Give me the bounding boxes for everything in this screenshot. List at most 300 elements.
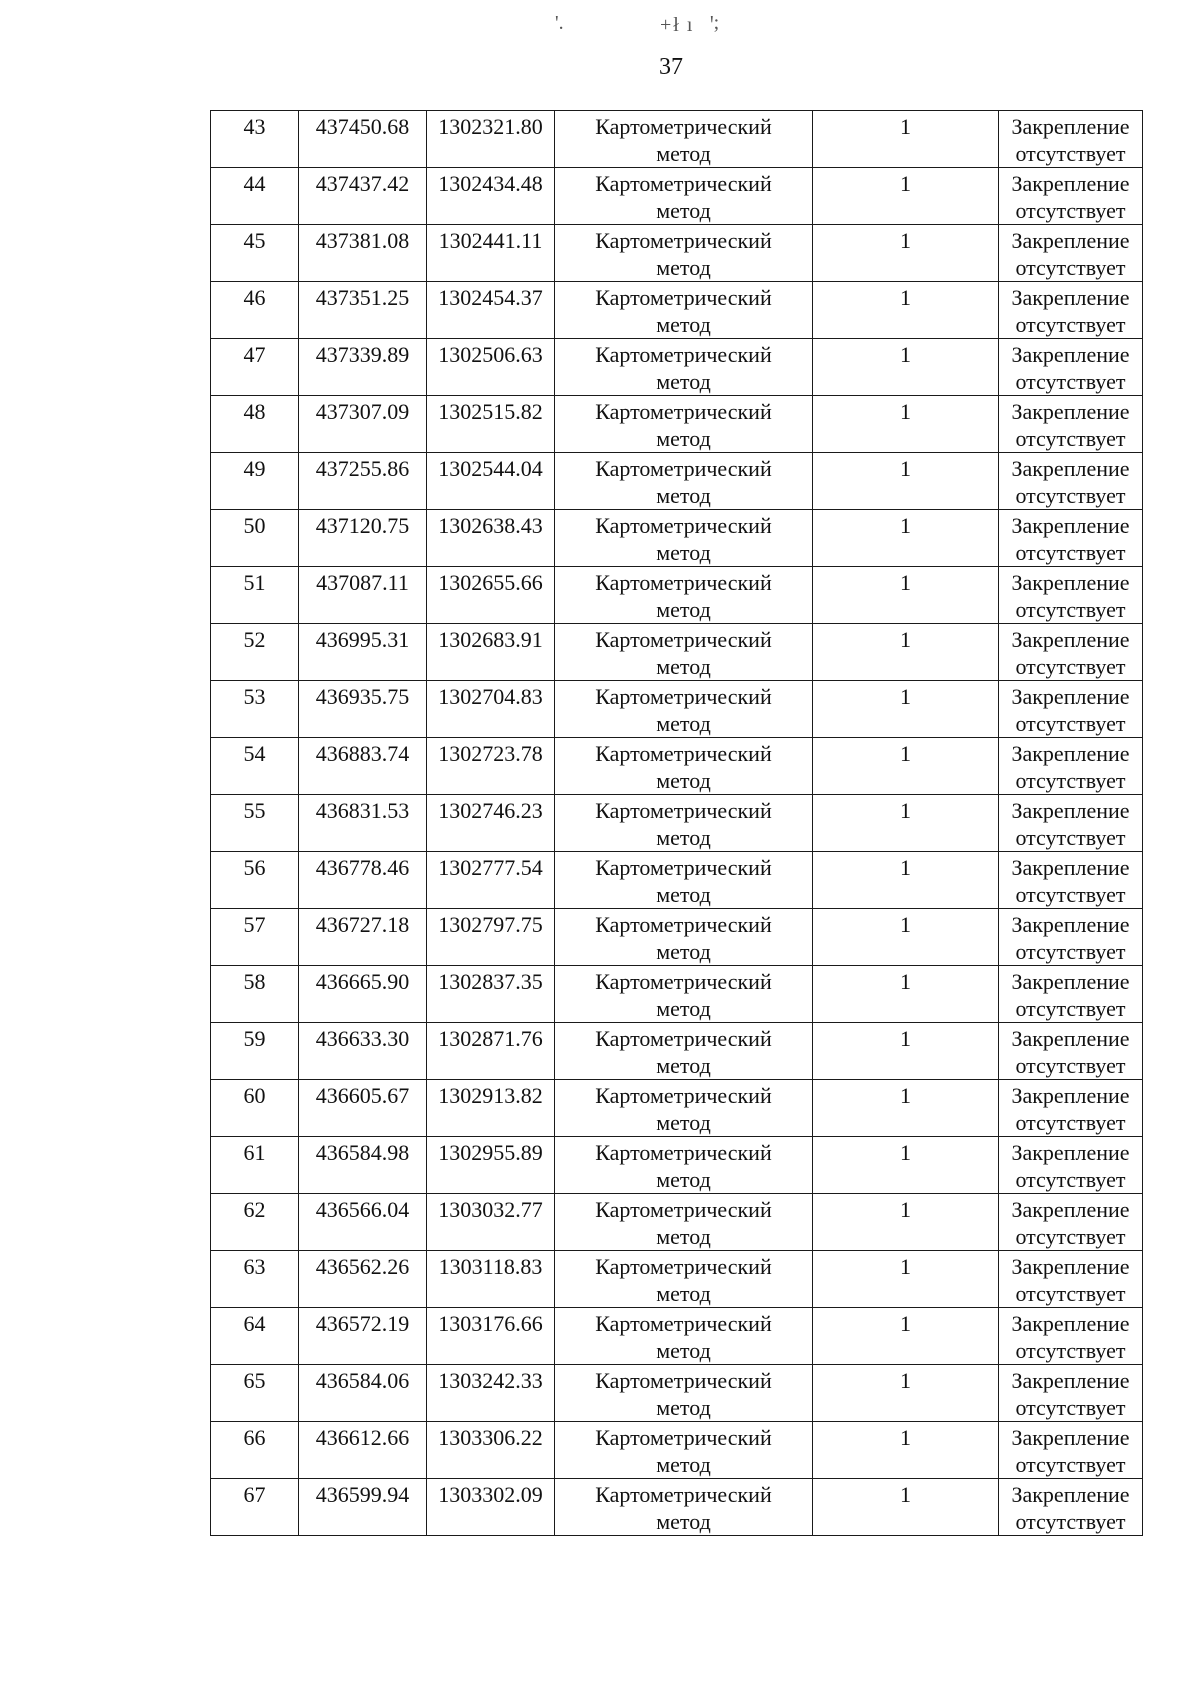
- point-number: 56: [243, 855, 266, 880]
- fixing-line: Закрепление: [1011, 228, 1130, 253]
- method-line: метод: [656, 1395, 711, 1420]
- y-coordinate: 1302955.89: [438, 1140, 543, 1165]
- point-number-cell: [211, 1194, 299, 1251]
- accuracy-cell: [813, 795, 999, 852]
- y-coordinate: 1302638.43: [438, 513, 543, 538]
- fixing-line: Закрепление: [1011, 570, 1130, 595]
- fixing-line: отсутствует: [1015, 1053, 1126, 1078]
- scan-mark: ꞌ;: [710, 12, 720, 34]
- x-coordinate-cell: [299, 624, 427, 681]
- y-coordinate-cell: [427, 1023, 555, 1080]
- table-row: [211, 1479, 1143, 1536]
- point-number: 48: [243, 399, 266, 424]
- method-line: Картометрический: [595, 570, 772, 595]
- y-coordinate-cell: [427, 1251, 555, 1308]
- method-cell: [555, 453, 813, 510]
- y-coordinate: 1302797.75: [438, 912, 543, 937]
- scan-marks: [555, 10, 725, 40]
- method-line: метод: [656, 1224, 711, 1249]
- fixing-line: Закрепление: [1011, 1482, 1130, 1507]
- point-number-cell: [211, 1479, 299, 1536]
- method-line: метод: [656, 996, 711, 1021]
- method-line: метод: [656, 1281, 711, 1306]
- y-coordinate: 1302913.82: [438, 1083, 543, 1108]
- x-coordinate-cell: [299, 339, 427, 396]
- accuracy-cell: [813, 738, 999, 795]
- accuracy-cell: [813, 1023, 999, 1080]
- fixing-line: Закрепление: [1011, 741, 1130, 766]
- point-number-cell: [211, 1137, 299, 1194]
- y-coordinate: 1303242.33: [438, 1368, 543, 1393]
- method-line: Картометрический: [595, 627, 772, 652]
- method-line: Картометрический: [595, 399, 772, 424]
- x-coordinate: 437087.11: [316, 570, 409, 595]
- fixing-cell: [999, 282, 1143, 339]
- accuracy-value: 1: [900, 1482, 911, 1507]
- accuracy-cell: [813, 966, 999, 1023]
- point-number: 47: [243, 342, 266, 367]
- fixing-cell: [999, 510, 1143, 567]
- fixing-line: отсутствует: [1015, 1452, 1126, 1477]
- method-cell: [555, 1422, 813, 1479]
- x-coordinate-cell: [299, 396, 427, 453]
- fixing-line: отсутствует: [1015, 198, 1126, 223]
- point-number: 50: [243, 513, 266, 538]
- page-number: 37: [659, 54, 683, 80]
- method-line: Картометрический: [595, 741, 772, 766]
- y-coordinate-cell: [427, 396, 555, 453]
- method-line: Картометрический: [595, 1140, 772, 1165]
- accuracy-cell: [813, 1422, 999, 1479]
- point-number-cell: [211, 1023, 299, 1080]
- fixing-line: Закрепление: [1011, 114, 1130, 139]
- accuracy-value: 1: [900, 285, 911, 310]
- accuracy-value: 1: [900, 570, 911, 595]
- y-coordinate: 1302434.48: [438, 171, 543, 196]
- accuracy-cell: [813, 852, 999, 909]
- point-number-cell: [211, 396, 299, 453]
- point-number-cell: [211, 453, 299, 510]
- y-coordinate-cell: [427, 453, 555, 510]
- point-number: 53: [243, 684, 266, 709]
- method-line: метод: [656, 939, 711, 964]
- fixing-line: Закрепление: [1011, 513, 1130, 538]
- x-coordinate-cell: [299, 966, 427, 1023]
- method-line: Картометрический: [595, 228, 772, 253]
- point-number-cell: [211, 282, 299, 339]
- point-number-cell: [211, 624, 299, 681]
- x-coordinate-cell: [299, 282, 427, 339]
- fixing-line: Закрепление: [1011, 1083, 1130, 1108]
- method-cell: [555, 624, 813, 681]
- method-cell: [555, 738, 813, 795]
- table-row: [211, 168, 1143, 225]
- x-coordinate: 437450.68: [315, 114, 410, 139]
- x-coordinate-cell: [299, 510, 427, 567]
- y-coordinate-cell: [427, 966, 555, 1023]
- method-line: метод: [656, 768, 711, 793]
- y-coordinate-cell: [427, 510, 555, 567]
- accuracy-value: 1: [900, 1140, 911, 1165]
- method-line: Картометрический: [595, 1311, 772, 1336]
- method-line: Картометрический: [595, 912, 772, 937]
- y-coordinate: 1302506.63: [438, 342, 543, 367]
- point-number: 58: [243, 969, 266, 994]
- accuracy-cell: [813, 567, 999, 624]
- point-number: 57: [243, 912, 266, 937]
- point-number-cell: [211, 168, 299, 225]
- method-cell: [555, 1479, 813, 1536]
- point-number: 49: [243, 456, 266, 481]
- fixing-line: отсутствует: [1015, 1167, 1126, 1192]
- method-line: Картометрический: [595, 969, 772, 994]
- method-cell: [555, 510, 813, 567]
- fixing-line: Закрепление: [1011, 1311, 1130, 1336]
- y-coordinate: 1303176.66: [438, 1311, 543, 1336]
- accuracy-cell: [813, 1365, 999, 1422]
- method-line: метод: [656, 141, 711, 166]
- method-line: Картометрический: [595, 1368, 772, 1393]
- y-coordinate-cell: [427, 1080, 555, 1137]
- accuracy-cell: [813, 681, 999, 738]
- fixing-line: Закрепление: [1011, 684, 1130, 709]
- y-coordinate-cell: [427, 339, 555, 396]
- method-line: метод: [656, 312, 711, 337]
- table-row: [211, 624, 1143, 681]
- point-number: 60: [243, 1083, 266, 1108]
- method-line: Картометрический: [595, 114, 772, 139]
- accuracy-cell: [813, 1194, 999, 1251]
- accuracy-value: 1: [900, 228, 911, 253]
- accuracy-cell: [813, 1479, 999, 1536]
- method-line: Картометрический: [595, 1083, 772, 1108]
- point-number: 62: [243, 1197, 266, 1222]
- point-number-cell: [211, 1308, 299, 1365]
- fixing-line: Закрепление: [1011, 1026, 1130, 1051]
- accuracy-value: 1: [900, 1254, 911, 1279]
- accuracy-value: 1: [900, 342, 911, 367]
- y-coordinate: 1302544.04: [438, 456, 543, 481]
- y-coordinate-cell: [427, 681, 555, 738]
- point-number: 44: [243, 171, 266, 196]
- y-coordinate: 1302746.23: [438, 798, 543, 823]
- fixing-line: отсутствует: [1015, 768, 1126, 793]
- coordinates-table-body: [211, 111, 1143, 1536]
- x-coordinate-cell: [299, 1137, 427, 1194]
- point-number: 45: [243, 228, 266, 253]
- point-number: 63: [243, 1254, 266, 1279]
- accuracy-value: 1: [900, 456, 911, 481]
- method-cell: [555, 567, 813, 624]
- point-number-cell: [211, 339, 299, 396]
- fixing-line: отсутствует: [1015, 483, 1126, 508]
- fixing-line: отсутствует: [1015, 711, 1126, 736]
- method-cell: [555, 396, 813, 453]
- point-number: 43: [243, 114, 266, 139]
- point-number: 65: [243, 1368, 266, 1393]
- method-line: метод: [656, 825, 711, 850]
- accuracy-cell: [813, 396, 999, 453]
- x-coordinate: 436727.18: [315, 912, 410, 937]
- y-coordinate-cell: [427, 1308, 555, 1365]
- fixing-line: отсутствует: [1015, 939, 1126, 964]
- y-coordinate-cell: [427, 282, 555, 339]
- fixing-cell: [999, 1251, 1143, 1308]
- point-number: 51: [243, 570, 266, 595]
- fixing-line: отсутствует: [1015, 882, 1126, 907]
- fixing-cell: [999, 852, 1143, 909]
- fixing-line: отсутствует: [1015, 540, 1126, 565]
- method-line: Картометрический: [595, 1254, 772, 1279]
- x-coordinate: 436584.06: [315, 1368, 410, 1393]
- accuracy-value: 1: [900, 1026, 911, 1051]
- x-coordinate-cell: [299, 567, 427, 624]
- x-coordinate: 436612.66: [315, 1425, 410, 1450]
- fixing-cell: [999, 1023, 1143, 1080]
- accuracy-value: 1: [900, 1083, 911, 1108]
- x-coordinate: 436605.67: [315, 1083, 410, 1108]
- method-line: метод: [656, 198, 711, 223]
- y-coordinate: 1303032.77: [438, 1197, 543, 1222]
- y-coordinate-cell: [427, 1479, 555, 1536]
- scan-mark: '.: [555, 12, 564, 34]
- accuracy-cell: [813, 1137, 999, 1194]
- fixing-line: Закрепление: [1011, 1197, 1130, 1222]
- y-coordinate: 1302321.80: [438, 114, 543, 139]
- x-coordinate: 436572.19: [315, 1311, 410, 1336]
- fixing-line: Закрепление: [1011, 285, 1130, 310]
- point-number: 66: [243, 1425, 266, 1450]
- x-coordinate-cell: [299, 1308, 427, 1365]
- table-row: [211, 1080, 1143, 1137]
- point-number-cell: [211, 1422, 299, 1479]
- method-line: метод: [656, 1167, 711, 1192]
- x-coordinate-cell: [299, 1422, 427, 1479]
- accuracy-value: 1: [900, 399, 911, 424]
- y-coordinate-cell: [427, 1137, 555, 1194]
- table-row: [211, 1422, 1143, 1479]
- y-coordinate: 1302515.82: [438, 399, 543, 424]
- fixing-cell: [999, 1137, 1143, 1194]
- y-coordinate-cell: [427, 852, 555, 909]
- table-row: [211, 966, 1143, 1023]
- x-coordinate: 436995.31: [315, 627, 410, 652]
- x-coordinate: 436566.04: [315, 1197, 410, 1222]
- fixing-line: Закрепление: [1011, 399, 1130, 424]
- method-line: метод: [656, 882, 711, 907]
- table-row: [211, 282, 1143, 339]
- accuracy-value: 1: [900, 1425, 911, 1450]
- fixing-cell: [999, 1194, 1143, 1251]
- table-row: [211, 1194, 1143, 1251]
- x-coordinate: 437381.08: [315, 228, 410, 253]
- y-coordinate-cell: [427, 624, 555, 681]
- fixing-line: отсутствует: [1015, 1509, 1126, 1534]
- y-coordinate-cell: [427, 168, 555, 225]
- table-row: [211, 909, 1143, 966]
- scan-mark: +ł ı: [660, 14, 695, 36]
- accuracy-value: 1: [900, 684, 911, 709]
- table-row: [211, 1308, 1143, 1365]
- accuracy-cell: [813, 168, 999, 225]
- x-coordinate: 436584.98: [315, 1140, 410, 1165]
- x-coordinate: 436665.90: [315, 969, 410, 994]
- accuracy-cell: [813, 1251, 999, 1308]
- method-line: метод: [656, 483, 711, 508]
- accuracy-cell: [813, 282, 999, 339]
- accuracy-cell: [813, 111, 999, 168]
- point-number-cell: [211, 567, 299, 624]
- method-line: Картометрический: [595, 1482, 772, 1507]
- fixing-line: отсутствует: [1015, 426, 1126, 451]
- x-coordinate: 437120.75: [315, 513, 410, 538]
- method-cell: [555, 1023, 813, 1080]
- method-cell: [555, 339, 813, 396]
- fixing-line: отсутствует: [1015, 255, 1126, 280]
- point-number-cell: [211, 1365, 299, 1422]
- method-line: Картометрический: [595, 513, 772, 538]
- method-line: метод: [656, 1452, 711, 1477]
- fixing-cell: [999, 567, 1143, 624]
- method-line: метод: [656, 654, 711, 679]
- fixing-line: отсутствует: [1015, 1281, 1126, 1306]
- x-coordinate-cell: [299, 168, 427, 225]
- point-number-cell: [211, 966, 299, 1023]
- fixing-line: Закрепление: [1011, 1254, 1130, 1279]
- fixing-cell: [999, 168, 1143, 225]
- x-coordinate: 437351.25: [315, 285, 410, 310]
- method-line: Картометрический: [595, 1425, 772, 1450]
- point-number: 64: [243, 1311, 266, 1336]
- y-coordinate-cell: [427, 738, 555, 795]
- table-row: [211, 453, 1143, 510]
- fixing-cell: [999, 1422, 1143, 1479]
- accuracy-cell: [813, 510, 999, 567]
- method-cell: [555, 966, 813, 1023]
- y-coordinate: 1302777.54: [438, 855, 543, 880]
- x-coordinate: 436831.53: [315, 798, 410, 823]
- table-row: [211, 567, 1143, 624]
- point-number-cell: [211, 1251, 299, 1308]
- accuracy-cell: [813, 453, 999, 510]
- x-coordinate-cell: [299, 909, 427, 966]
- fixing-cell: [999, 681, 1143, 738]
- point-number-cell: [211, 111, 299, 168]
- method-line: Картометрический: [595, 1026, 772, 1051]
- y-coordinate: 1303118.83: [438, 1254, 543, 1279]
- fixing-line: отсутствует: [1015, 369, 1126, 394]
- y-coordinate: 1303306.22: [438, 1425, 543, 1450]
- table-row: [211, 1023, 1143, 1080]
- y-coordinate: 1302454.37: [438, 285, 543, 310]
- point-number-cell: [211, 1080, 299, 1137]
- method-line: Картометрический: [595, 285, 772, 310]
- point-number-cell: [211, 852, 299, 909]
- point-number-cell: [211, 795, 299, 852]
- accuracy-value: 1: [900, 1311, 911, 1336]
- method-line: метод: [656, 540, 711, 565]
- accuracy-value: 1: [900, 798, 911, 823]
- table-row: [211, 111, 1143, 168]
- y-coordinate-cell: [427, 567, 555, 624]
- method-cell: [555, 1365, 813, 1422]
- point-number-cell: [211, 909, 299, 966]
- fixing-line: отсутствует: [1015, 141, 1126, 166]
- coordinates-table: [210, 110, 1143, 1536]
- fixing-line: отсутствует: [1015, 1224, 1126, 1249]
- method-cell: [555, 795, 813, 852]
- x-coordinate-cell: [299, 111, 427, 168]
- accuracy-value: 1: [900, 969, 911, 994]
- accuracy-value: 1: [900, 627, 911, 652]
- y-coordinate: 1302871.76: [438, 1026, 543, 1051]
- fixing-cell: [999, 453, 1143, 510]
- x-coordinate-cell: [299, 225, 427, 282]
- method-cell: [555, 111, 813, 168]
- fixing-cell: [999, 1365, 1143, 1422]
- accuracy-cell: [813, 1080, 999, 1137]
- x-coordinate: 437255.86: [315, 456, 410, 481]
- method-line: Картометрический: [595, 456, 772, 481]
- fixing-line: отсутствует: [1015, 597, 1126, 622]
- method-line: метод: [656, 711, 711, 736]
- point-number-cell: [211, 225, 299, 282]
- x-coordinate-cell: [299, 738, 427, 795]
- fixing-line: отсутствует: [1015, 654, 1126, 679]
- fixing-line: Закрепление: [1011, 456, 1130, 481]
- fixing-line: отсутствует: [1015, 1110, 1126, 1135]
- y-coordinate-cell: [427, 1365, 555, 1422]
- fixing-cell: [999, 1479, 1143, 1536]
- accuracy-value: 1: [900, 171, 911, 196]
- table-row: [211, 396, 1143, 453]
- accuracy-value: 1: [900, 1368, 911, 1393]
- fixing-cell: [999, 1080, 1143, 1137]
- method-line: Картометрический: [595, 855, 772, 880]
- x-coordinate-cell: [299, 1080, 427, 1137]
- method-cell: [555, 1194, 813, 1251]
- table-row: [211, 1251, 1143, 1308]
- fixing-line: Закрепление: [1011, 798, 1130, 823]
- y-coordinate: 1303302.09: [438, 1482, 543, 1507]
- fixing-cell: [999, 1308, 1143, 1365]
- x-coordinate: 436778.46: [315, 855, 410, 880]
- accuracy-value: 1: [900, 741, 911, 766]
- fixing-line: Закрепление: [1011, 627, 1130, 652]
- table-row: [211, 510, 1143, 567]
- fixing-line: Закрепление: [1011, 912, 1130, 937]
- fixing-cell: [999, 111, 1143, 168]
- y-coordinate-cell: [427, 111, 555, 168]
- table-row: [211, 681, 1143, 738]
- y-coordinate-cell: [427, 795, 555, 852]
- y-coordinate: 1302704.83: [438, 684, 543, 709]
- y-coordinate-cell: [427, 1422, 555, 1479]
- point-number-cell: [211, 681, 299, 738]
- table-row: [211, 1137, 1143, 1194]
- x-coordinate: 436562.26: [315, 1254, 410, 1279]
- point-number: 61: [243, 1140, 266, 1165]
- x-coordinate: 437307.09: [315, 399, 410, 424]
- fixing-line: отсутствует: [1015, 312, 1126, 337]
- y-coordinate: 1302723.78: [438, 741, 543, 766]
- table-row: [211, 1365, 1143, 1422]
- y-coordinate-cell: [427, 225, 555, 282]
- fixing-line: отсутствует: [1015, 1395, 1126, 1420]
- x-coordinate: 436883.74: [315, 741, 410, 766]
- y-coordinate: 1302655.66: [438, 570, 543, 595]
- point-number: 52: [243, 627, 266, 652]
